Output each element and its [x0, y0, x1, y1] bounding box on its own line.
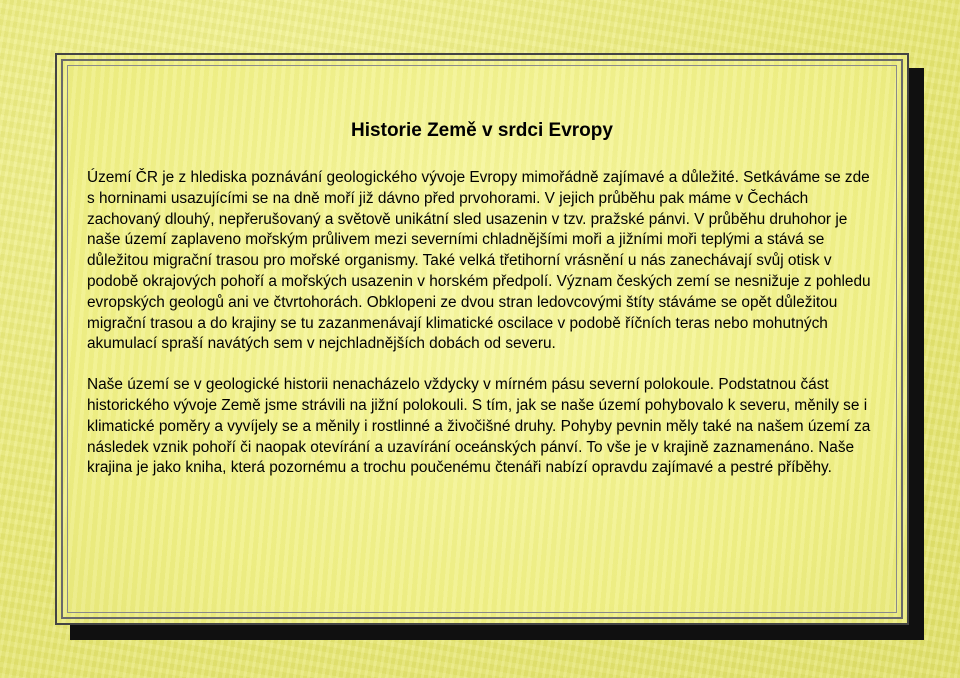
page-title: Historie Země v srdci Evropy [351, 120, 613, 141]
paragraph-1: Území ČR je z hlediska poznávání geologického vývoje Evropy mimořádně zajímavé a důležité. Setkáváme se zde s horninami usazujícími se na dně moří již dávno před prvohorami. V jejich průběhu pak máme v Čechách zachovaný dlouhý, nepřerušovaný a světově unikátní sled usazenin v tzv. pražské pánvi. V průběhu druhohor je naše území zaplaveno mořským průlivem mezi severními chladnějšími moři a jižními moři teplými a stává se důležitou migrační trasou pro mořské organismy. Také velká třetihorní vrásnění u nás zanechávají svůj otisk v podobě okrajových pohoří a mořských usazenin v horském předpolí. Význam českých zemí se nesnižuje z pohledu evropských geologů ani ve čtvrtohorách. Obklopeni ze dvou stran ledovcovými štíty stáváme se opět důležitou migrační trasou a do krajiny se tu zazanmenávají klimatické oscilace v podobě říčních teras nebo mohutných akumulací spraší navátých sem v nejchladnějších dobách od severu. [87, 169, 871, 353]
document-content [87, 118, 877, 499]
paragraph-2: Naše území se v geologické historii nenacházelo vždycky v mírném pásu severní polokoule. Podstatnou část historického vývoje Země jsme strávili na jižní polokouli. S tím, jak se naše území pohybovalo k severu, měnily se i klimatické poměry a vyvíjely se a měnily i rostlinné a živočišné druhy. Pohyby pevnin měly také na našem území za následek vznik pohoří či naopak otevírání a uzavírání oceánských pánví. To vše je v krajině zaznamenáno. Naše krajina je jako kniha, která pozornému a trochu poučenému čtenáři nabízí opravdu zajímavé a pestré příběhy. [87, 376, 871, 477]
